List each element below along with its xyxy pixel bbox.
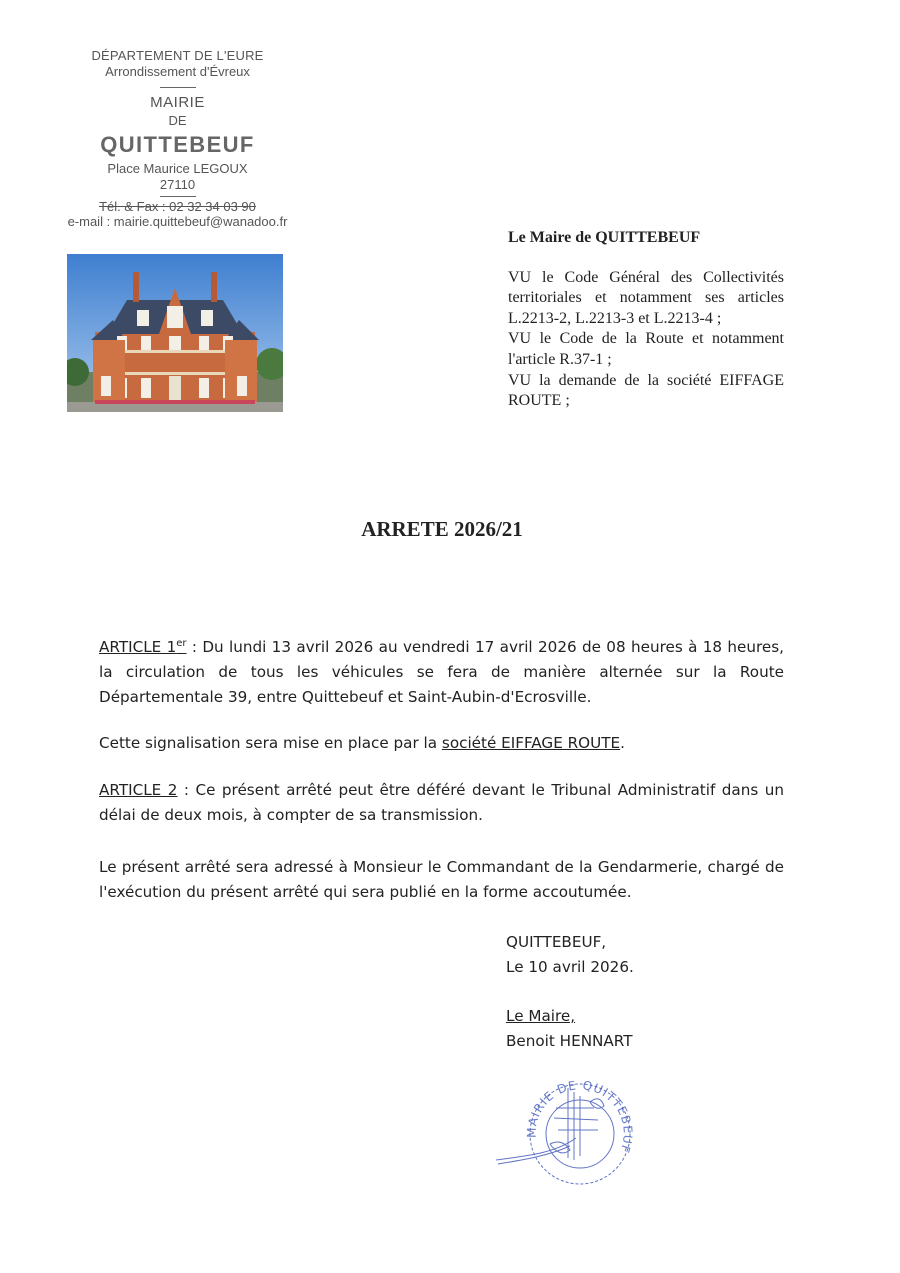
stamp-text: MAIRIE DE QUITTEBEUF bbox=[524, 1078, 635, 1156]
signage-paragraph: Cette signalisation sera mise en place par la société EIFFAGE ROUTE. bbox=[99, 734, 625, 752]
closing-paragraph: Le présent arrêté sera adressé à Monsieur le Commandant de la Gendarmerie, chargé de l'exécution du présent arrêté qui sera publié en la forme accoutumée. bbox=[99, 858, 784, 901]
article-2-label: ARTICLE 2 bbox=[99, 781, 178, 799]
department-name: DÉPARTEMENT DE L'EURE bbox=[91, 48, 264, 63]
town-hall-photo bbox=[67, 254, 283, 412]
article-2 bbox=[99, 778, 784, 828]
address: Place Maurice LEGOUX bbox=[107, 161, 248, 176]
article-1 bbox=[99, 631, 784, 710]
article-2-text: : Ce présent arrêté peut être déféré devant le Tribunal Administratif dans un délai de deux mois, à compter de sa transmission. bbox=[99, 781, 784, 824]
official-stamp-icon bbox=[494, 1068, 654, 1188]
article-1-text: : Du lundi 13 avril 2026 au vendredi 17 avril 2026 de 08 heures à 18 heures, la circulation de tous les véhicules se fera de manière alternée sur la Route Départementale 39, entre Quittebeuf et Saint-Aubin-d'Ecrosville. bbox=[99, 638, 784, 707]
phone-number: Tél. & Fax : 02 32 34 03 90 bbox=[99, 199, 256, 214]
article-1-label: ARTICLE 1er bbox=[99, 638, 187, 657]
decree-title: ARRETE 2026/21 bbox=[361, 517, 523, 541]
letterhead bbox=[60, 48, 295, 229]
email-address: e-mail : mairie.quittebeuf@wanadoo.fr bbox=[67, 214, 288, 229]
company-name: société EIFFAGE ROUTE bbox=[441, 734, 621, 752]
legal-basis-block bbox=[508, 228, 784, 412]
arrondissement: Arrondissement d'Évreux bbox=[105, 64, 250, 79]
signature-block bbox=[506, 930, 634, 1054]
signature-name: Benoit HENNART bbox=[506, 1032, 633, 1050]
vu-line: VU le Code Général des Collectivités territoriales et notamment ses articles L.2213-2, L.2213-3 et L.2213-4 ; bbox=[508, 268, 784, 327]
vu-line: VU la demande de la société EIFFAGE ROUTE ; bbox=[508, 371, 784, 410]
signature-date: Le 10 avril 2026. bbox=[506, 958, 634, 976]
signature-role: Le Maire, bbox=[506, 1007, 576, 1025]
signature-place: QUITTEBEUF, bbox=[506, 933, 607, 951]
divider bbox=[160, 87, 196, 88]
mayor-heading: Le Maire de QUITTEBEUF bbox=[508, 229, 701, 246]
town-name: QUITTEBEUF bbox=[100, 132, 255, 157]
divider bbox=[160, 196, 196, 197]
vu-line: VU le Code de la Route et notamment l'article R.37-1 ; bbox=[508, 330, 784, 368]
mairie-label: MAIRIE bbox=[150, 94, 205, 111]
de-label: DE bbox=[168, 113, 187, 128]
postal-code: 27110 bbox=[159, 177, 196, 192]
